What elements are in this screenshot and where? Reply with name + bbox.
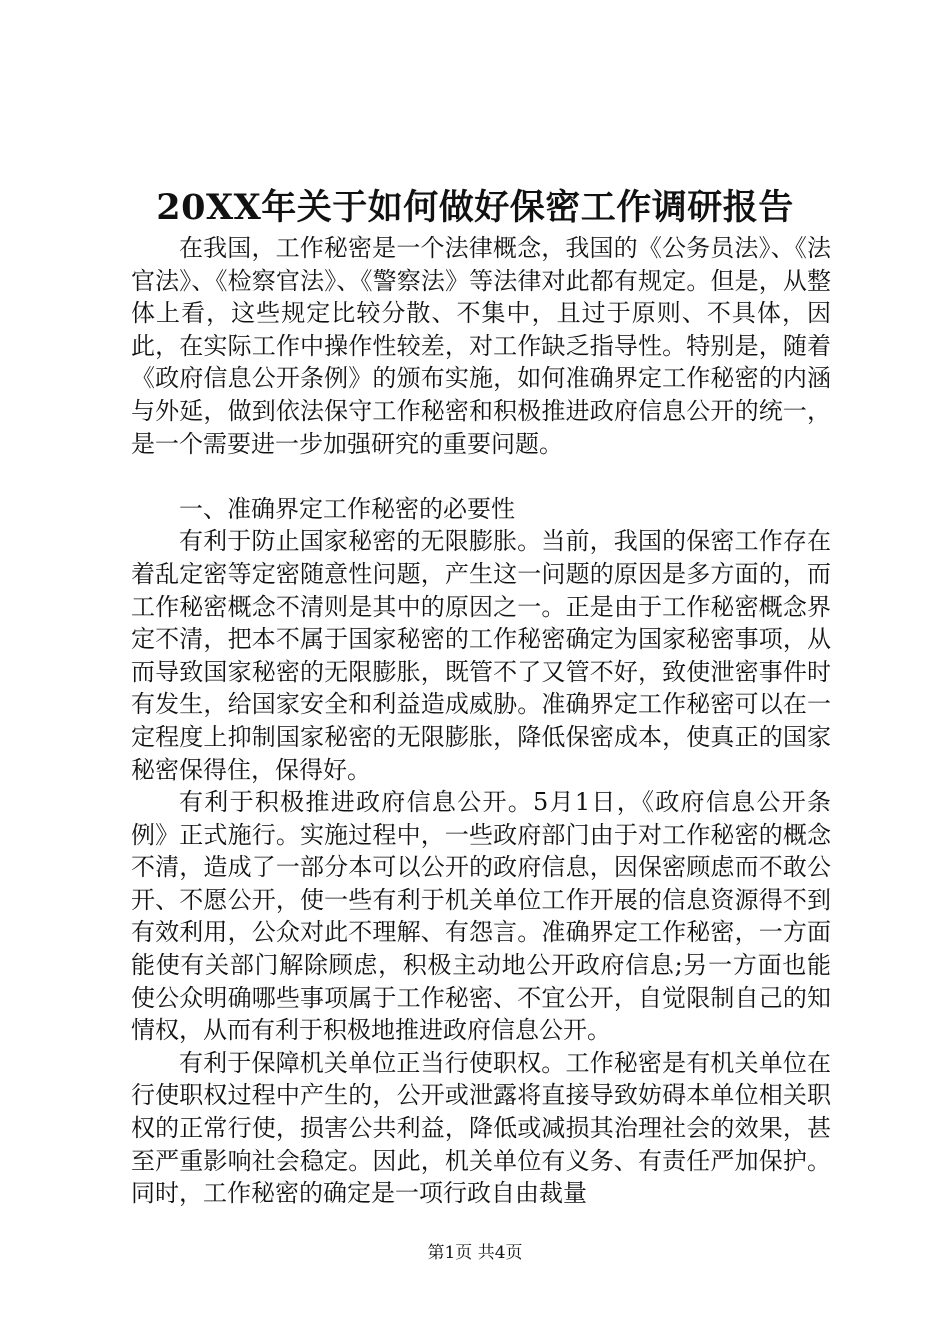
body-paragraph: 有利于积极推进政府信息公开。5月1日，《政府信息公开条例》正式施行。实施过程中，一些政府部门由于对工作秘密的概念不清，造成了一部分本可以公开的政府信息，因保密顾虑而不敢公开、不愿公开，使一些有利于机关单位工作开展的信息资源得不到有效利用，公众对此不理解、有怨言。准确界定工作秘密，一方面能使有关部门解除顾虑，积极主动地公开政府信息;另一方面也能使公众明确哪些事项属于工作秘密、不宜公开，自觉限制自己的知情权，从而有利于积极地推进政府信息公开。 bbox=[131, 788, 831, 1045]
body-paragraph: 有利于保障机关单位正当行使职权。工作秘密是有机关单位在行使职权过程中产生的，公开或泄露将直接导致妨碍本单位相关职权的正常行使，损害公共利益，降低或减损其治理社会的效果，甚至严重影响社会稳定。因此，机关单位有义务、有责任严加保护。同时，工作秘密的确定是一项行政自由裁量 bbox=[131, 1048, 831, 1208]
body-paragraph: 有利于防止国家秘密的无限膨胀。当前，我国的保密工作存在着乱定密等定密随意性问题，产生这一问题的原因是多方面的，而工作秘密概念不清则是其中的原因之一。正是由于工作秘密概念界定不清，把本不属于国家秘密的工作秘密确定为国家秘密事项，从而导致国家秘密的无限膨胀，既管不了又管不好，致使泄密事件时有发生，给国家安全和利益造成威胁。准确界定工作秘密可以在一定程度上抑制国家秘密的无限膨胀，降低保密成本，使真正的国家秘密保得住，保得好。 bbox=[131, 527, 831, 784]
page-footer: 第1页 共4页 bbox=[427, 1243, 523, 1263]
intro-paragraph: 在我国，工作秘密是一个法律概念，我国的《公务员法》、《法官法》、《检察官法》、《警察法》等法律对此都有规定。但是，从整体上看，这些规定比较分散、不集中，且过于原则、不具体，因此，在实际工作中操作性较差，对工作缺乏指导性。特别是，随着《政府信息公开条例》的颁布实施，如何准确界定工作秘密的内涵与外延，做到依法保守工作秘密和积极推进政府信息公开的统一，是一个需要进一步加强研究的重要问题。 bbox=[131, 234, 831, 458]
section-heading: 一、准确界定工作秘密的必要性 bbox=[179, 494, 515, 523]
document-body bbox=[131, 232, 831, 1210]
document-title: 20XX年关于如何做好保密工作调研报告 bbox=[156, 187, 794, 228]
